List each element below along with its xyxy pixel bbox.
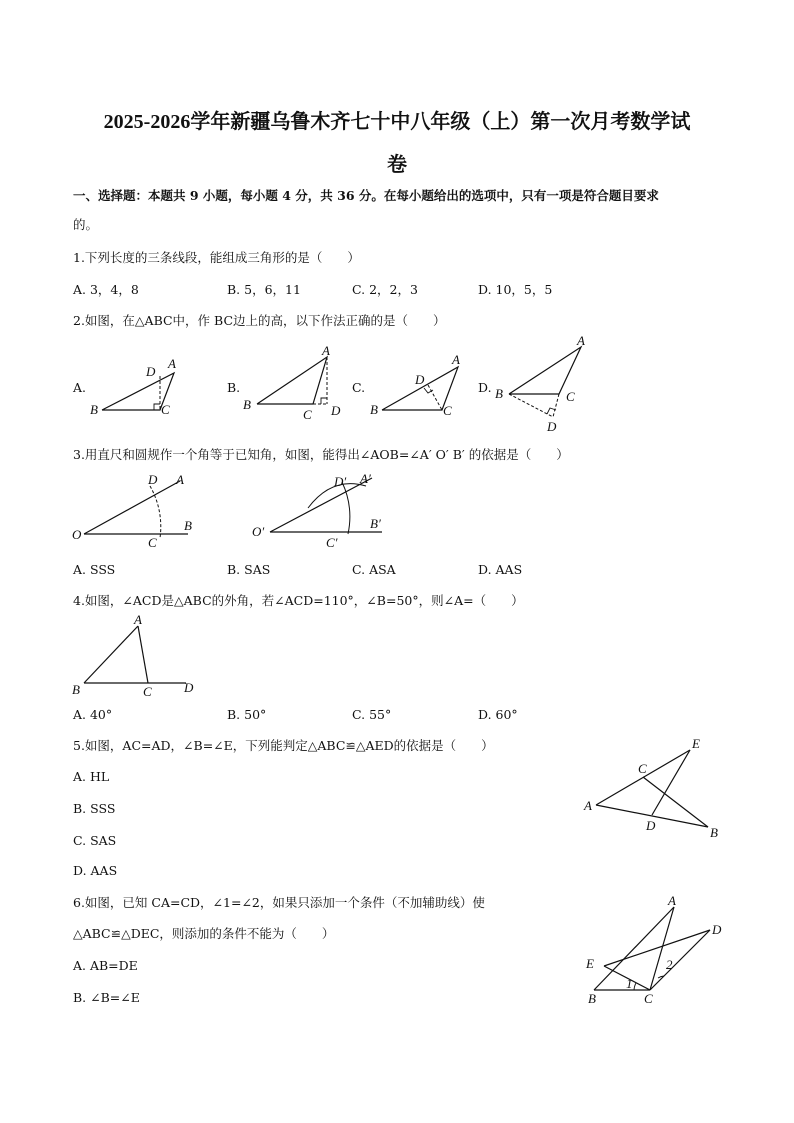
label-A: A <box>452 352 460 367</box>
question-5-option-b: B. SSS <box>73 801 116 816</box>
exam-title-line1: 2025-2026学年新疆乌鲁木齐七十中八年级（上）第一次月考数学试 <box>103 111 691 133</box>
question-3-option-c: C. ASA <box>352 562 396 577</box>
question-4-option-b: B. 50° <box>227 707 267 722</box>
label-B: B <box>710 825 718 840</box>
label-B: B <box>90 402 98 417</box>
question-3-option-b: B. SAS <box>227 562 271 577</box>
label-C: C <box>148 535 157 550</box>
label-D: D <box>148 472 158 487</box>
question-6-stem-line1: 6.如图，已知 CA=CD，∠1=∠2，如果只添加一个条件（不加辅助线）使 <box>73 895 485 910</box>
label-A: A <box>322 343 330 358</box>
question-1-option-d: D. 10，5，5 <box>478 282 553 297</box>
q2-figure-a <box>88 352 188 427</box>
question-5-option-a: A. HL <box>73 769 110 784</box>
q3-figure-right <box>252 468 402 548</box>
exam-title-line2: 卷 <box>387 154 407 176</box>
label-2: 2 <box>666 957 673 972</box>
question-2-option-a: A. <box>73 380 87 395</box>
label-B: B <box>72 682 80 697</box>
label-A-prime: A′ <box>360 471 371 486</box>
label-D: D <box>146 364 156 379</box>
question-4-option-d: D. 60° <box>478 707 518 722</box>
label-D: D <box>331 403 341 418</box>
label-D-prime: D′ <box>334 474 347 489</box>
question-2-stem: 2.如图，在△ABC中，作 BC边上的高，以下作法正确的是（ ） <box>73 313 446 328</box>
question-4-option-a: A. 40° <box>73 707 113 722</box>
label-D: D <box>184 680 194 695</box>
question-1-option-a: A. 3，4，8 <box>73 282 139 297</box>
question-6-stem-line2: △ABC≌△DEC，则添加的条件不能为（ ） <box>73 926 335 941</box>
label-1: 1 <box>626 976 633 991</box>
section-heading-cont: 的。 <box>73 217 99 232</box>
q4-figure <box>72 612 212 697</box>
label-B-prime: B′ <box>370 516 381 531</box>
label-O: O <box>72 527 82 542</box>
question-3-option-a: A. SSS <box>73 562 116 577</box>
label-A: A <box>577 333 585 348</box>
label-E: E <box>586 956 594 971</box>
label-A: A <box>134 612 142 627</box>
label-D: D <box>415 372 425 387</box>
label-B: B <box>495 386 503 401</box>
q2-figure-b <box>243 345 353 420</box>
label-C: C <box>161 402 170 417</box>
q2-figure-c <box>370 352 470 427</box>
q5-figure <box>580 735 730 845</box>
question-1-option-b: B. 5，6，11 <box>227 282 301 297</box>
question-3-option-d: D. AAS <box>478 562 523 577</box>
label-C: C <box>443 403 452 418</box>
question-6-option-a: A. AB=DE <box>73 958 138 973</box>
question-4-option-c: C. 55° <box>352 707 392 722</box>
section-heading: 一、选择题：本题共 9 小题，每小题 4 分，共 36 分。在每小题给出的选项中，只有一项是符合题目要求 <box>73 188 659 203</box>
q3-figure-left <box>72 472 202 550</box>
label-B: B <box>184 518 192 533</box>
label-A: A <box>176 472 184 487</box>
label-D: D <box>712 922 722 937</box>
label-E: E <box>692 736 700 751</box>
label-C: C <box>644 991 653 1006</box>
label-O-prime: O′ <box>252 524 265 539</box>
label-C: C <box>143 684 152 699</box>
question-2-option-b: B. <box>227 380 241 395</box>
question-1-stem: 1.下列长度的三条线段，能组成三角形的是（ ） <box>73 250 360 265</box>
label-C-prime: C′ <box>326 535 338 550</box>
question-4-stem: 4.如图，∠ACD是△ABC的外角，若∠ACD=110°，∠B=50°，则∠A=（ ） <box>73 593 524 608</box>
q6-figure <box>582 892 732 1012</box>
label-A: A <box>168 356 176 371</box>
question-2-option-c: C. <box>352 380 366 395</box>
question-2-option-d: D. <box>478 380 492 395</box>
question-1-option-c: C. 2，2，3 <box>352 282 418 297</box>
label-C: C <box>566 389 575 404</box>
question-5-stem: 5.如图，AC=AD，∠B=∠E，下列能判定△ABC≌△AED的依据是（ ） <box>73 738 494 753</box>
label-D: D <box>547 419 557 434</box>
label-B: B <box>243 397 251 412</box>
label-C: C <box>638 761 647 776</box>
label-A: A <box>584 798 592 813</box>
question-5-option-c: C. SAS <box>73 833 117 848</box>
label-B: B <box>588 991 596 1006</box>
q2-figure-d <box>495 335 605 435</box>
label-C: C <box>303 407 312 422</box>
question-6-option-b: B. ∠B=∠E <box>73 990 140 1005</box>
label-B: B <box>370 402 378 417</box>
label-A: A <box>668 893 676 908</box>
question-3-stem: 3.用直尺和圆规作一个角等于已知角，如图，能得出∠AOB=∠A′ O′ B′ 的依据是（ ） <box>73 447 569 462</box>
question-5-option-d: D. AAS <box>73 863 118 878</box>
label-D: D <box>646 818 656 833</box>
